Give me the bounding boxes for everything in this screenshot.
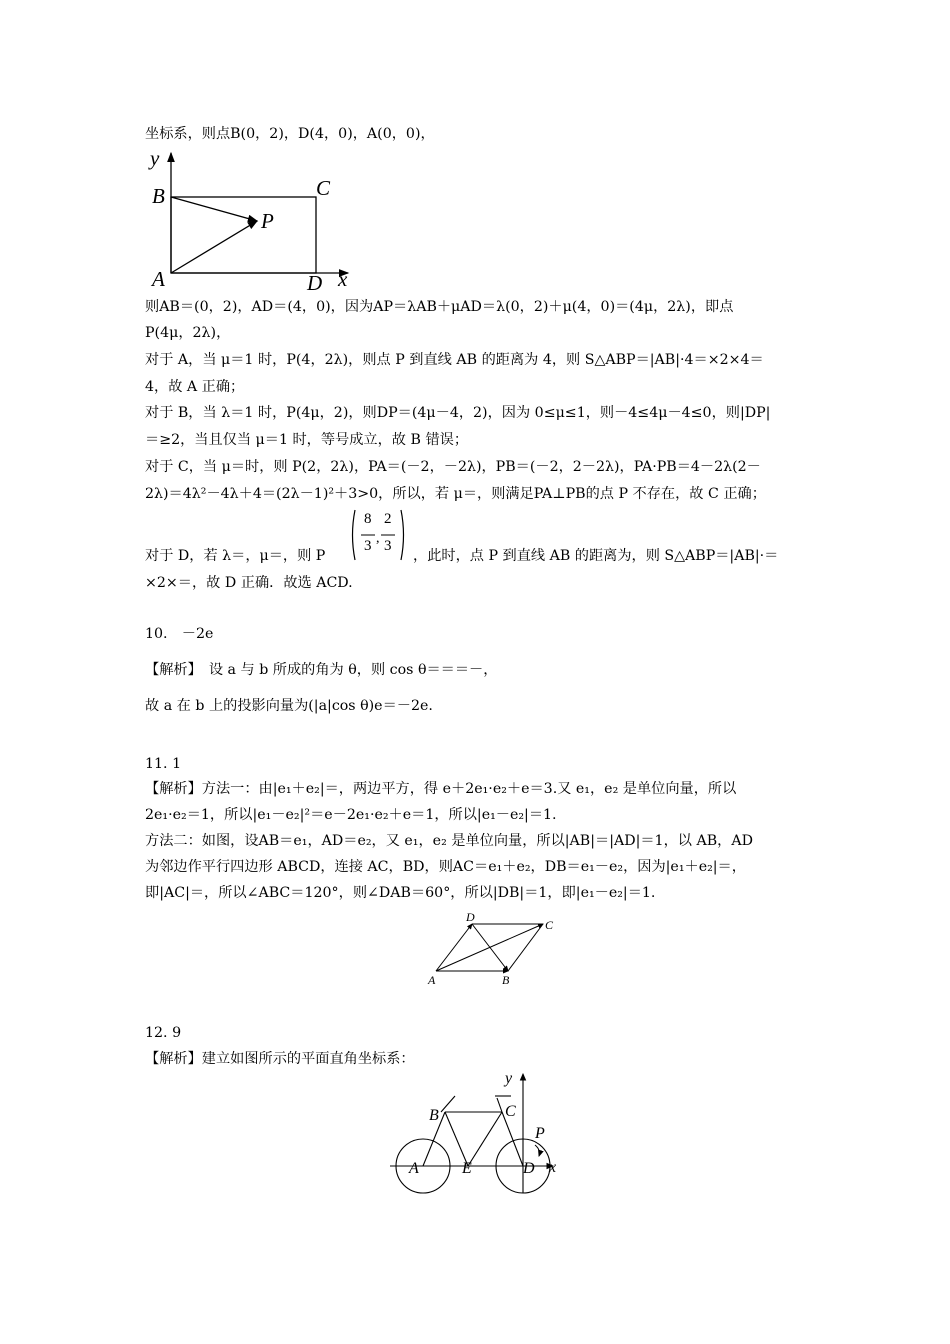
text-line: 即|AC|＝，所以∠ABC＝120°，则∠DAB＝60°，所以|DB|＝1，即|e₁－e₂|＝1. [145,885,656,901]
text-line: 则AB＝(0，2)，AD＝(4，0)，因为AP＝λAB＋μAD＝λ(0，2)＋μ(4，0)＝(4μ，2λ)，即点 [145,299,734,315]
rectangle-figure [140,145,370,295]
text-line: 【解析】方法一：由|e₁＋e₂|＝，两边平方，得 e＋2e₁·e₂＋e＝3.又 e₁，e₂ 是单位向量，所以 [145,781,737,797]
y-axis-label: y [150,146,160,170]
label-A: A [409,1160,419,1177]
x-axis-label: x [549,1159,557,1176]
label-C: C [545,918,554,932]
frac-num-1: 8 [364,511,372,527]
text-line: 【解析】 设 a 与 b 所成的角为 θ，则 cos θ＝＝＝－， [145,662,498,678]
text-line: 对于 B，当 λ＝1 时，P(4μ，2)，则DP＝(4μ－4，2)，因为 0≤μ≤1，则－4≤4μ－4≤0，则|DP| [145,405,771,421]
label-C: C [316,176,331,200]
y-axis-label: y [505,1070,513,1087]
text-line: 为邻边作平行四边形 ABCD，连接 AC，BD，则AC＝e₁＋e₂，DB＝e₁－e₂，因为|e₁＋e₂|＝， [145,859,746,875]
text-line: 故 a 在 b 上的投影向量为(|a|cos θ)e＝－2e. [145,698,433,714]
paren-brackets [348,506,408,564]
label-A: A [152,267,165,291]
text-line: 坐标系，则点B(0，2)，D(4，0)，A(0，0)， [145,126,435,142]
text-line: 4，故 A 正确； [145,379,245,395]
label-D: D [466,910,475,924]
label-P: P [261,209,274,233]
text-line: 对于 A，当 μ＝1 时，P(4，2λ)，则点 P 到直线 AB 的距离为 4，则 S△ABP＝|AB|·4＝×2×4＝ [145,352,764,368]
label-D: D [523,1160,535,1177]
text-line: ，此时，点 P 到直线 AB 的距离为，则 S△ABP＝|AB|·＝ [413,548,779,564]
text-line: 对于 C，当 μ＝时，则 P(2，2λ)，PA＝(－2，－2λ)，PB＝(－2，2－2λ)，PA·PB＝4－2λ(2－ [145,459,761,475]
svg-text:,: , [376,531,380,546]
text-line: P(4μ，2λ)， [145,325,231,341]
frac-den-2: 3 [384,538,392,554]
text-line: 2λ)＝4λ²－4λ＋4＝(2λ－1)²＋3>0，所以，若 μ＝，则满足PA⊥PB的点 P 不存在，故 C 正确； [145,486,766,502]
label-E: E [462,1160,472,1177]
text-line: ×2×＝，故 D 正确．故选 ACD. [145,575,353,591]
answer-12: 12. 9 [145,1025,182,1041]
text-line: 方法二：如图，设AB＝e₁，AD＝e₂，又 e₁，e₂ 是单位向量，所以|AB|＝|AD|＝1，以 AB，AD [145,833,753,849]
label-P: P [535,1125,545,1142]
parallelogram-figure [420,908,570,990]
frac-num-2: 2 [384,511,392,527]
label-B: B [502,973,510,987]
text-line: ＝≥2，当且仅当 μ＝1 时，等号成立，故 B 错误； [145,432,469,448]
frac-den-1: 3 [364,538,372,554]
x-axis-label: x [338,267,348,291]
text-line: 2e₁·e₂＝1，所以|e₁－e₂|²＝e－2e₁·e₂＋e＝1，所以|e₁－e₂|＝1. [145,807,557,823]
label-A: A [428,973,436,987]
text-line: 【解析】建立如图所示的平面直角坐标系： [145,1051,415,1067]
label-D: D [307,271,323,295]
answer-10: 10. －2e [145,626,214,642]
label-B: B [429,1107,439,1124]
text-line: 对于 D，若 λ＝，μ＝，则 P [145,548,326,564]
label-B: B [152,184,165,208]
bicycle-figure [385,1068,575,1198]
answer-11: 11. 1 [145,756,182,772]
label-C: C [505,1103,516,1120]
